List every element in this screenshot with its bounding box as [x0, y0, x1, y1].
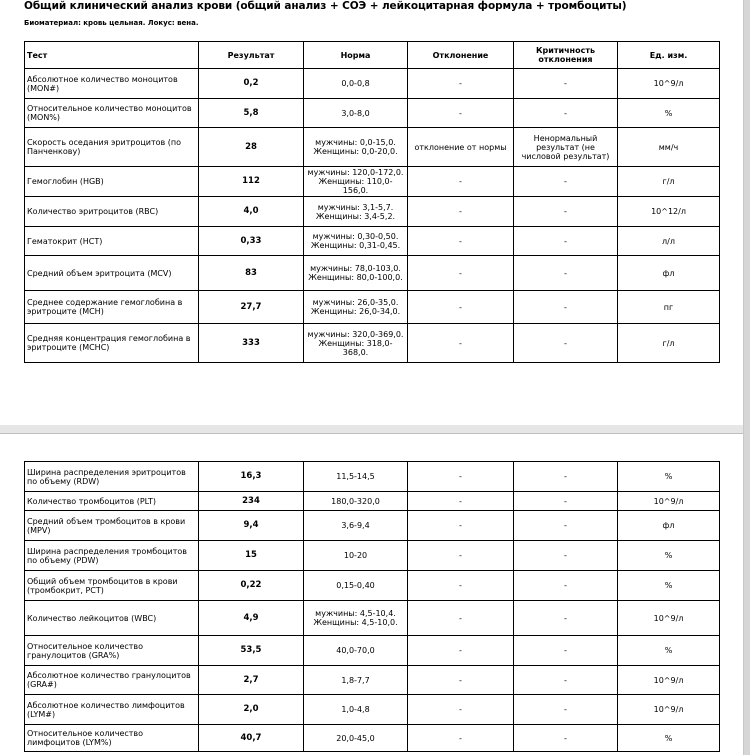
- cell-norm: 10-20: [304, 541, 408, 571]
- cell-test-name: Количество эритроцитов (RBC): [25, 197, 199, 227]
- cell-unit: %: [618, 636, 720, 666]
- cell-test-name: Количество тромбоцитов (PLT): [25, 492, 199, 511]
- cell-criticality: -: [514, 324, 618, 363]
- cell-result: 112: [199, 167, 304, 197]
- cell-norm: 1,8-7,7: [304, 666, 408, 695]
- table-row: [25, 291, 720, 324]
- cell-deviation: -: [408, 695, 514, 725]
- cell-result: 333: [199, 324, 304, 363]
- cell-criticality: -: [514, 99, 618, 128]
- cell-norm: мужчины: 26,0-35,0. Женщины: 26,0-34,0.: [304, 291, 408, 324]
- cell-unit: %: [618, 725, 720, 752]
- cell-test-name: Относительное количество гранулоцитов (GRA%): [25, 636, 199, 666]
- cell-unit: 10^9/л: [618, 492, 720, 511]
- cell-criticality: -: [514, 69, 618, 99]
- cell-criticality: Ненормальный результат (не числовой результат): [514, 128, 618, 167]
- cell-norm: 0,15-0,40: [304, 571, 408, 601]
- cell-norm: 0,0-0,8: [304, 69, 408, 99]
- cell-norm: 1,0-4,8: [304, 695, 408, 725]
- table-row: [25, 167, 720, 197]
- cell-test-name: Количество лейкоцитов (WBC): [25, 601, 199, 636]
- cell-result: 28: [199, 128, 304, 167]
- cell-deviation: -: [408, 492, 514, 511]
- cell-norm: мужчины: 4,5-10,4. Женщины: 4,5-10,0.: [304, 601, 408, 636]
- cell-test-name: Относительное количество лимфоцитов (LYM%): [25, 725, 199, 752]
- table-row: [25, 492, 720, 511]
- cell-criticality: -: [514, 666, 618, 695]
- cell-unit: %: [618, 571, 720, 601]
- cell-test-name: Среднее содержание гемоглобина в эритроците (MCH): [25, 291, 199, 324]
- cell-criticality: -: [514, 462, 618, 492]
- page-gap: [0, 425, 750, 433]
- cell-result: 2,7: [199, 666, 304, 695]
- cell-norm: мужчины: 78,0-103,0. Женщины: 80,0-100,0.: [304, 256, 408, 291]
- report-page-2: [0, 433, 744, 756]
- cell-norm: мужчины: 120,0-172,0. Женщины: 110,0-156,0.: [304, 167, 408, 197]
- cell-unit: г/л: [618, 167, 720, 197]
- cell-deviation: -: [408, 69, 514, 99]
- cell-criticality: -: [514, 695, 618, 725]
- cell-unit: фл: [618, 256, 720, 291]
- table-row: [25, 197, 720, 227]
- cell-deviation: -: [408, 256, 514, 291]
- table-header-row: [25, 42, 720, 69]
- cell-criticality: -: [514, 636, 618, 666]
- table-row: [25, 462, 720, 492]
- header-criticality: Критичность отклонения: [514, 42, 618, 69]
- cell-unit: 10^9/л: [618, 601, 720, 636]
- cell-test-name: Ширина распределения тромбоцитов по объему (PDW): [25, 541, 199, 571]
- table-row: [25, 666, 720, 695]
- cell-deviation: -: [408, 725, 514, 752]
- cell-result: 0,33: [199, 227, 304, 256]
- cell-unit: фл: [618, 511, 720, 541]
- cell-result: 16,3: [199, 462, 304, 492]
- cell-criticality: -: [514, 197, 618, 227]
- cell-test-name: Средний объем эритроцита (MCV): [25, 256, 199, 291]
- results-table-1: [24, 41, 720, 363]
- cell-criticality: -: [514, 256, 618, 291]
- report-title: Общий клинический анализ крови (общий анализ + СОЭ + лейкоцитарная формула + тромбоциты): [24, 0, 627, 12]
- cell-test-name: Ширина распределения эритроцитов по объему (RDW): [25, 462, 199, 492]
- cell-unit: %: [618, 462, 720, 492]
- cell-unit: %: [618, 541, 720, 571]
- cell-result: 4,0: [199, 197, 304, 227]
- cell-test-name: Абсолютное количество лимфоцитов (LYM#): [25, 695, 199, 725]
- cell-deviation: -: [408, 227, 514, 256]
- cell-criticality: -: [514, 492, 618, 511]
- cell-norm: 40,0-70,0: [304, 636, 408, 666]
- cell-unit: 10^9/л: [618, 695, 720, 725]
- cell-test-name: Абсолютное количество моноцитов (MON#): [25, 69, 199, 99]
- cell-deviation: -: [408, 636, 514, 666]
- cell-result: 0,2: [199, 69, 304, 99]
- cell-test-name: Абсолютное количество гранулоцитов (GRA#): [25, 666, 199, 695]
- cell-norm: мужчины: 0,0-15,0. Женщины: 0,0-20,0.: [304, 128, 408, 167]
- table-row: [25, 99, 720, 128]
- cell-deviation: -: [408, 571, 514, 601]
- table-row: [25, 725, 720, 752]
- cell-unit: %: [618, 99, 720, 128]
- header-norm: Норма: [304, 42, 408, 69]
- cell-criticality: -: [514, 725, 618, 752]
- cell-test-name: Гемоглобин (HGB): [25, 167, 199, 197]
- header-unit: Ед. изм.: [618, 42, 720, 69]
- cell-norm: мужчины: 3,1-5,7. Женщины: 3,4-5,2.: [304, 197, 408, 227]
- cell-criticality: -: [514, 541, 618, 571]
- cell-result: 4,9: [199, 601, 304, 636]
- cell-criticality: -: [514, 571, 618, 601]
- table-row: [25, 69, 720, 99]
- table-row: [25, 256, 720, 291]
- cell-deviation: -: [408, 462, 514, 492]
- cell-result: 40,7: [199, 725, 304, 752]
- cell-test-name: Средний объем тромбоцитов в крови (MPV): [25, 511, 199, 541]
- cell-result: 9,4: [199, 511, 304, 541]
- cell-criticality: -: [514, 601, 618, 636]
- cell-criticality: -: [514, 227, 618, 256]
- cell-result: 27,7: [199, 291, 304, 324]
- cell-deviation: -: [408, 197, 514, 227]
- cell-test-name: Скорость оседания эритроцитов (по Панченкову): [25, 128, 199, 167]
- cell-result: 83: [199, 256, 304, 291]
- cell-test-name: Общий объем тромбоцитов в крови (тромбокрит, PCT): [25, 571, 199, 601]
- cell-unit: г/л: [618, 324, 720, 363]
- cell-result: 5,8: [199, 99, 304, 128]
- cell-unit: мм/ч: [618, 128, 720, 167]
- table-row: [25, 541, 720, 571]
- cell-deviation: -: [408, 601, 514, 636]
- cell-result: 234: [199, 492, 304, 511]
- table-row: [25, 324, 720, 363]
- header-deviation: Отклонение: [408, 42, 514, 69]
- table-row: [25, 695, 720, 725]
- cell-norm: 11,5-14,5: [304, 462, 408, 492]
- cell-result: 53,5: [199, 636, 304, 666]
- cell-norm: 20,0-45,0: [304, 725, 408, 752]
- cell-unit: л/л: [618, 227, 720, 256]
- cell-unit: 10^9/л: [618, 666, 720, 695]
- cell-deviation: -: [408, 167, 514, 197]
- cell-norm: мужчины: 0,30-0,50. Женщины: 0,31-0,45.: [304, 227, 408, 256]
- cell-deviation: -: [408, 666, 514, 695]
- cell-result: 2,0: [199, 695, 304, 725]
- header-result: Результат: [199, 42, 304, 69]
- table-row: [25, 227, 720, 256]
- cell-deviation: -: [408, 541, 514, 571]
- cell-deviation: -: [408, 291, 514, 324]
- cell-deviation: отклонение от нормы: [408, 128, 514, 167]
- scrollbar-edge[interactable]: [743, 0, 750, 755]
- cell-unit: 10^12/л: [618, 197, 720, 227]
- cell-test-name: Гематокрит (HCT): [25, 227, 199, 256]
- table-row: [25, 601, 720, 636]
- cell-criticality: -: [514, 511, 618, 541]
- table-row: [25, 636, 720, 666]
- cell-test-name: Относительное количество моноцитов (MON%): [25, 99, 199, 128]
- table-row: [25, 128, 720, 167]
- table-row: [25, 571, 720, 601]
- cell-criticality: -: [514, 167, 618, 197]
- cell-deviation: -: [408, 99, 514, 128]
- cell-unit: 10^9/л: [618, 69, 720, 99]
- cell-deviation: -: [408, 511, 514, 541]
- cell-norm: мужчины: 320,0-369,0. Женщины: 318,0-368,0.: [304, 324, 408, 363]
- cell-norm: 180,0-320,0: [304, 492, 408, 511]
- cell-test-name: Средняя концентрация гемоглобина в эритроците (MCHC): [25, 324, 199, 363]
- cell-criticality: -: [514, 291, 618, 324]
- table-row: [25, 511, 720, 541]
- cell-result: 0,22: [199, 571, 304, 601]
- header-test: Тест: [25, 42, 199, 69]
- results-table-2: [24, 461, 720, 752]
- cell-result: 15: [199, 541, 304, 571]
- cell-deviation: -: [408, 324, 514, 363]
- cell-unit: пг: [618, 291, 720, 324]
- report-subtitle: Биоматериал: кровь цельная. Локус: вена.: [24, 19, 199, 27]
- cell-norm: 3,0-8,0: [304, 99, 408, 128]
- cell-norm: 3,6-9,4: [304, 511, 408, 541]
